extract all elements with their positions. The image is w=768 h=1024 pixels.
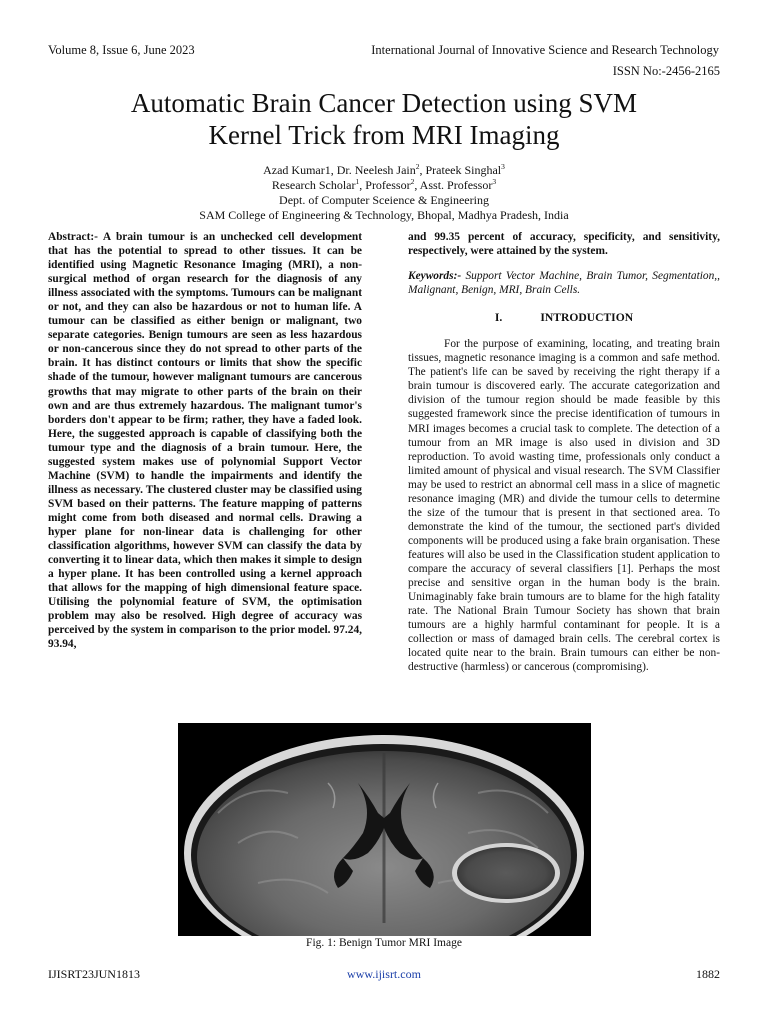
abstract-text: Abstract:- A brain tumour is an unchecked cell development that has the potential to spread to other tissues. It can be identified using Magnetic Resonance Imaging (MRI), a non-surgical method of organ research for the diagnosis of any illness associated with the symptoms. Tumours can be malignant or not, and they can also be hazardous or not to human life. A tumour can be classified as either benign or malignant, two separate categories. Benign tumours are seen as less hazardous or non-cancerous since they do not spread to other parts of the brain. It has distinct contours or limits that show the specific shade of the tumour, however malignant tumours are cancerous growths that may migrate to other parts of the brain on their own and are thus extremely hazardous. The malignant tumor's borders don't appear to be firm; rather, they have a faded look. Here, the suggested approach is capable of classifying both the tumour type and the diagnosis of a brain tumour. Here, the suggested system makes use of polynomial Support Vector Machine (SVM) to handle the impairments and identify the illness as necessary. The clustered cluster may be classified using SVM based on their patterns. The feature mapping of patterns might come from both diseased and normal cells. Drawing a hyper plane for non-linear data is challenging for other classification algorithms, however SVM can classify the data by converting it to linear data, which then makes it simple to design a hyper plane. It has been controlled using a kernel approach that allows for the mapping of high dimensional feature space. Utilising the polynomial feature of SVM, the optimisation problem may also be resolved. High degree of accuracy was perceived by the system in comparison to the prior model. 97.24, 93.94, [48, 231, 362, 651]
introduction-text: For the purpose of examining, locating, and treating brain tissues, magnetic resonance imaging is a common and safe method. The patient's life can be saved by receiving the right therapy if a brain tumour is discovered early. The accurate categorization and division of the tumour region should be made feasible by this suggested framework since the precise identification of tumours in MRI images becomes a crucial task to complete. The detection of a tumour from an MR image is also used in division and 3D reproduction. To avoid wasting time, professionals only conduct a limited amount of physical and visual research. The SVM Classifier may be used to restrict an abnormal cell mass in a slice of magnetic resonance imaging (MR) and divide the tumour cells to determine the size of the tumour that is present in that sectioned area. To demonstrate the kind of the tumour, the sectioned part's divided components will be produced using a fake brain organisation. These features will also be used in the Classification student application to compare the accuracy of several classifiers [1]. Perhaps the most precise and sensitive organ in the human body is the brain. Unimaginably fake brain tumours are to blame for the high fatality rate. The National Brain Tumour Society has shown that brain tumours are a highly harmful contaminant for people. It is a collection or mass of damaged brain cells. The cerebral cortex is located quite near to the brain. Brain tumours can either be non-destructive (harmless) or cancerous (compromising). [408, 338, 720, 674]
footer-id: IJISRT23JUN1813 [48, 967, 140, 981]
keywords-text: Support Vector Machine, Brain Tumor, Segmentation,, Malignant, Benign, MRI, Brain Cells. [408, 270, 720, 297]
section-number: I. [494, 311, 503, 325]
abstract-continuation: and 99.35 percent of accuracy, specificity, and sensitivity, respectively, were attained by the system. [408, 231, 720, 258]
tumor-core [457, 847, 555, 899]
paper-title-line1: Automatic Brain Cancer Detection using SVM [130, 88, 638, 118]
author-department: Dept. of Computer Sceience & Engineering [279, 193, 489, 207]
paper-title-line2: Kernel Trick from MRI Imaging [208, 120, 560, 150]
keywords [408, 269, 720, 297]
author-roles: Research Scholar$^1$, Professor$^2$, Asst. Professor$^3$ [271, 177, 497, 192]
section-title: INTRODUCTION [540, 311, 634, 325]
header-volume: Volume 8, Issue 6, June 2023 [48, 43, 195, 57]
mri-brain-image [178, 723, 591, 936]
author-block [40, 163, 728, 223]
right-column [408, 230, 720, 674]
section-heading [408, 311, 720, 325]
mri-figure [178, 723, 591, 936]
left-column [48, 230, 362, 651]
paper-title [40, 87, 728, 151]
header-journal: International Journal of Innovative Science and Research Technology [371, 43, 719, 57]
footer-url-link[interactable]: www.ijisrt.com [347, 967, 421, 981]
footer-page-number: 1882 [696, 967, 720, 981]
figure-caption: Fig. 1: Benign Tumor MRI Image [306, 937, 462, 949]
keywords-label: Keywords:- [408, 270, 462, 283]
header-issn: ISSN No:-2456-2165 [612, 64, 720, 78]
author-names: Azad Kumar1, Dr. Neelesh Jain$^2$, Prateek Singhal$^3$ [263, 162, 505, 177]
author-college: SAM College of Engineering & Technology, Bhopal, Madhya Pradesh, India [199, 208, 569, 222]
